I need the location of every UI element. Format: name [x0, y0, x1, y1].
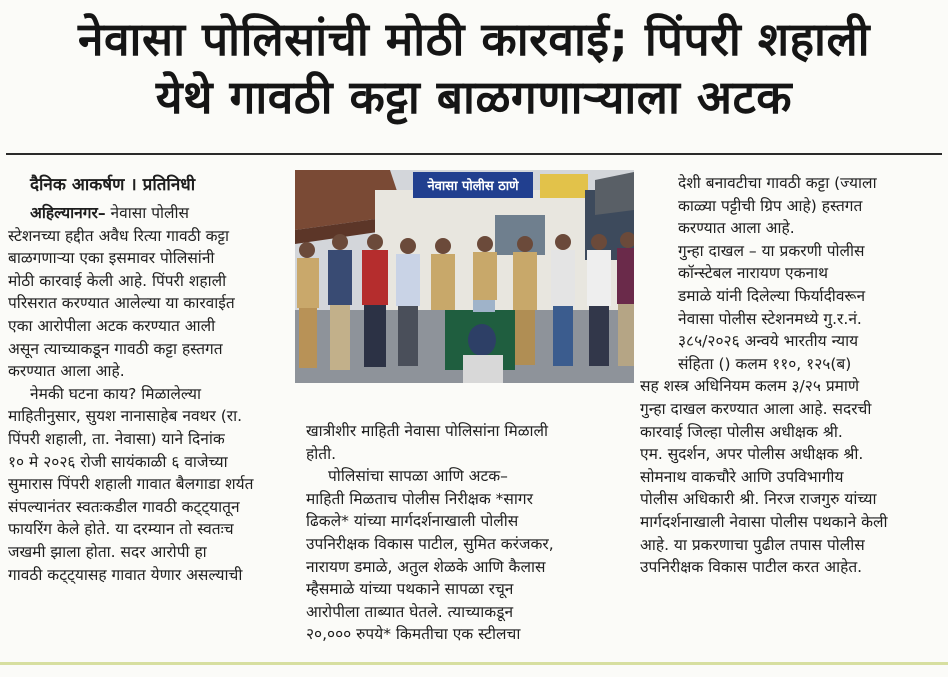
lead-line — [8, 202, 298, 225]
body-line: डमाळे यांनी दिलेल्या फिर्यादीवरून — [678, 286, 866, 305]
body-line: पिंपरी शहाली, ता. नेवासा) याने दिनांक — [8, 429, 225, 448]
body-line: बाळगणाऱ्या एका इसमावर पोलिसांनी — [8, 249, 215, 268]
subhead-line: पोलिसांचा सापळा आणि अटक– — [328, 467, 508, 486]
body-line: म्हैसमाळे यांच्या पथकाने सापळा रचून — [306, 580, 514, 599]
body-line: नेवासा पोलीस स्टेशनमध्ये गु.र.नं. — [678, 309, 862, 328]
police-station-photo — [295, 170, 634, 383]
body-line: २०,००० रुपये* किमतीचा एक स्टीलचा — [306, 625, 521, 644]
body-line: नारायण डमाळे, अतुल शेळके आणि कैलास — [306, 557, 546, 576]
body-line: असून त्याच्याकडून गावठी कट्टा हस्तगत — [8, 339, 223, 358]
body-line: आरोपीला ताब्यात घेतले. त्याच्याकडून — [306, 602, 514, 621]
body-line: ३८५/२०२६ अन्वये भारतीय न्याय — [678, 332, 859, 351]
body-line: सह शस्त्र अधिनियम कलम ३/२५ प्रमाणे — [640, 377, 860, 396]
body-line: सुमारास पिंपरी शहाली गावात बैलगाडा शर्यत — [8, 475, 254, 494]
body-line: काळ्या पट्टीची ग्रिप आहे) हस्तगत — [678, 196, 863, 215]
body-line: एका आरोपीला अटक करण्यात आली — [8, 316, 216, 335]
body-line: खात्रीशीर माहिती नेवासा पोलिसांना मिळाली — [306, 422, 549, 440]
body-line: संपल्यानंतर स्वतःकडील गावठी कट्ट्यातून — [8, 497, 240, 516]
body-line: आहे. या प्रकरणाचा पुढील तपास पोलीस — [640, 535, 865, 554]
article-column-2 — [306, 420, 631, 646]
body-line: एम. सुदर्शन, अपर पोलीस अधीक्षक श्री. — [640, 445, 864, 464]
headline-line-1: नेवासा पोलिसांची मोठी कारवाई; पिंपरी शहाली — [77, 12, 871, 66]
body-line: कॉन्स्टेबल नारायण एकनाथ — [678, 264, 829, 283]
headline — [0, 10, 948, 126]
body-line: जखमी झाला होता. सदर आरोपी हा — [8, 542, 207, 561]
byline: दैनिक आकर्षण । प्रतिनिधी — [30, 175, 196, 195]
body-line: परिसरात करण्यात आलेल्या या कारवाईत — [8, 294, 235, 313]
body-line: फायरिंग केले होते. या दरम्यान तो स्वतःच — [8, 520, 234, 539]
body-line: देशी बनावटीचा गावठी कट्टा (ज्याला — [678, 174, 877, 192]
body-line: संहिता () कलम ११०, १२५(ब) — [678, 354, 852, 373]
bottom-border — [0, 662, 948, 665]
body-line: करण्यात आला आहे. — [678, 219, 795, 238]
body-line: १० मे २०२६ रोजी सायंकाळी ६ वाजेच्या — [8, 452, 228, 471]
body-line: होती. — [306, 444, 337, 463]
body-line: माहितीनुसार, सुयश नानासाहेब नवथर (रा. — [8, 407, 243, 426]
headline-divider — [6, 153, 942, 155]
body-line: पोलीस अधिकारी श्री. निरज राजगुरु यांच्या — [640, 490, 877, 509]
body-line: मोठी कारवाई केली आहे. पिंपरी शहाली — [8, 271, 227, 290]
body-line: ढिकले* यांच्या मार्गदर्शनाखाली पोलीस — [306, 512, 519, 531]
body-line: गुन्हा दाखल करण्यात आला आहे. सदरची — [640, 399, 872, 418]
body-line: कारवाई जिल्हा पोलीस अधीक्षक श्री. — [640, 422, 843, 441]
body-line: उपनिरीक्षक विकास पाटील करत आहेत. — [640, 558, 863, 577]
news-photo — [295, 170, 634, 383]
lead-line-rest: नेवासा पोलीस — [105, 204, 190, 222]
headline-line-2: येथे गावठी कट्टा बाळगणाऱ्याला अटक — [155, 70, 793, 124]
body-line: गावठी कट्ट्यासह गावात येणार असल्याची — [8, 565, 243, 584]
body-line: स्टेशनच्या हद्दीत अवैध रित्या गावठी कट्टा — [8, 226, 230, 245]
dateline: अहिल्यानगर– — [30, 204, 106, 222]
subhead-line: गुन्हा दाखल – या प्रकरणी पोलीस — [678, 241, 865, 260]
body-line: उपनिरीक्षक विकास पाटील, सुमित करंजकर, — [306, 534, 554, 553]
body-line: मार्गदर्शनाखाली नेवासा पोलीस पथकाने केली — [640, 512, 888, 531]
station-sign-text: नेवासा पोलीस ठाणे — [427, 179, 519, 194]
article-column-1 — [8, 172, 298, 586]
article-column-3 — [640, 172, 942, 579]
subhead-line: नेमकी घटना काय? मिळालेल्या — [30, 384, 201, 403]
body-line: करण्यात आला आहे. — [8, 362, 125, 381]
body-line: माहिती मिळताच पोलीस निरीक्षक *सागर — [306, 489, 533, 508]
body-line: सोमनाथ वाकचौरे आणि उपविभागीय — [640, 467, 844, 486]
